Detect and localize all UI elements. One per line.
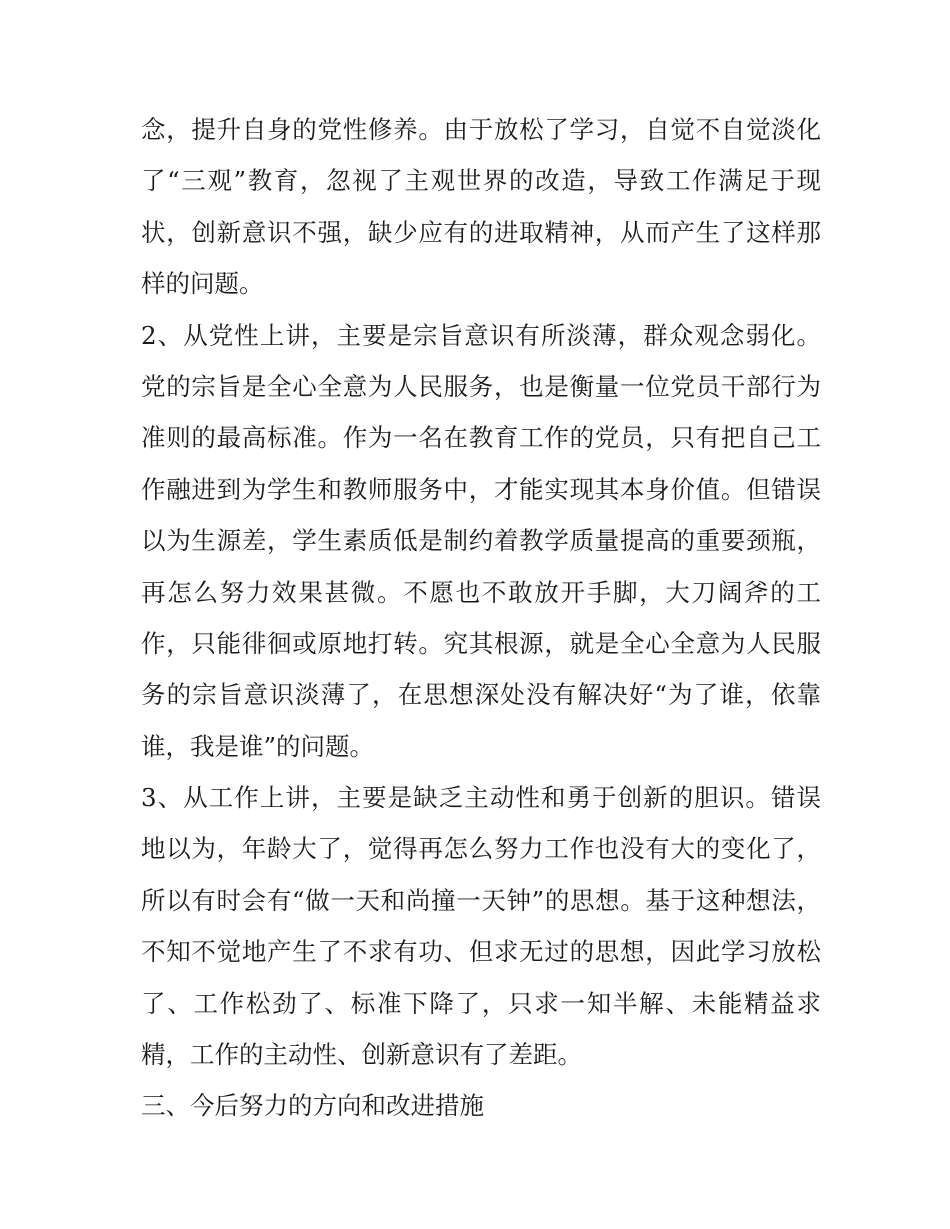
text-line: 精，工作的主动性、创新意识有了差距。 <box>141 1040 582 1070</box>
text-line: 了、工作松劲了、标准下降了，只求一知半解、未能精益求 <box>141 988 821 1018</box>
text-line: 以为生源差，学生素质低是制约着教学质量提高的重要颈瓶， <box>141 526 821 556</box>
text-line: 再怎么努力效果甚微。不愿也不敢放开手脚，大刀阔斧的工 <box>141 577 821 607</box>
text-line: 了“三观”教育，忽视了主观世界的改造，导致工作满足于现 <box>141 166 821 196</box>
text-line: 作融进到为学生和教师服务中，才能实现其本身价值。但错误 <box>141 474 821 504</box>
text-line: 地以为，年龄大了，觉得再怎么努力工作也没有大的变化了， <box>141 834 821 864</box>
text-line: 作，只能徘徊或原地打转。究其根源，就是全心全意为人民服 <box>141 628 821 658</box>
text-line: 3、从工作上讲，主要是缺乏主动性和勇于创新的胆识。错误 <box>141 783 821 813</box>
text-line: 2、从党性上讲，主要是宗旨意识有所淡薄，群众观念弱化。 <box>141 320 821 350</box>
text-line: 样的问题。 <box>141 269 264 299</box>
text-line: 谁，我是谁”的问题。 <box>141 731 375 761</box>
text-line: 不知不觉地产生了不求有功、但求无过的思想，因此学习放松 <box>141 937 821 967</box>
text-line: 准则的最高标准。作为一名在教育工作的党员，只有把自己工 <box>141 423 821 453</box>
text-line: 党的宗旨是全心全意为人民服务，也是衡量一位党员干部行为 <box>141 371 821 401</box>
text-line: 念，提升自身的党性修养。由于放松了学习，自觉不自觉淡化 <box>141 115 821 144</box>
text-line: 三、今后努力的方向和改进措施 <box>141 1091 484 1121</box>
text-line: 务的宗旨意识淡薄了，在思想深处没有解决好“为了谁，依靠 <box>141 680 821 710</box>
text-line: 状，创新意识不强，缺少应有的进取精神，从而产生了这样那 <box>141 217 821 247</box>
document-body <box>141 104 821 1132</box>
text-line: 所以有时会有“做一天和尚撞一天钟”的思想。基于这种想法， <box>141 885 821 915</box>
